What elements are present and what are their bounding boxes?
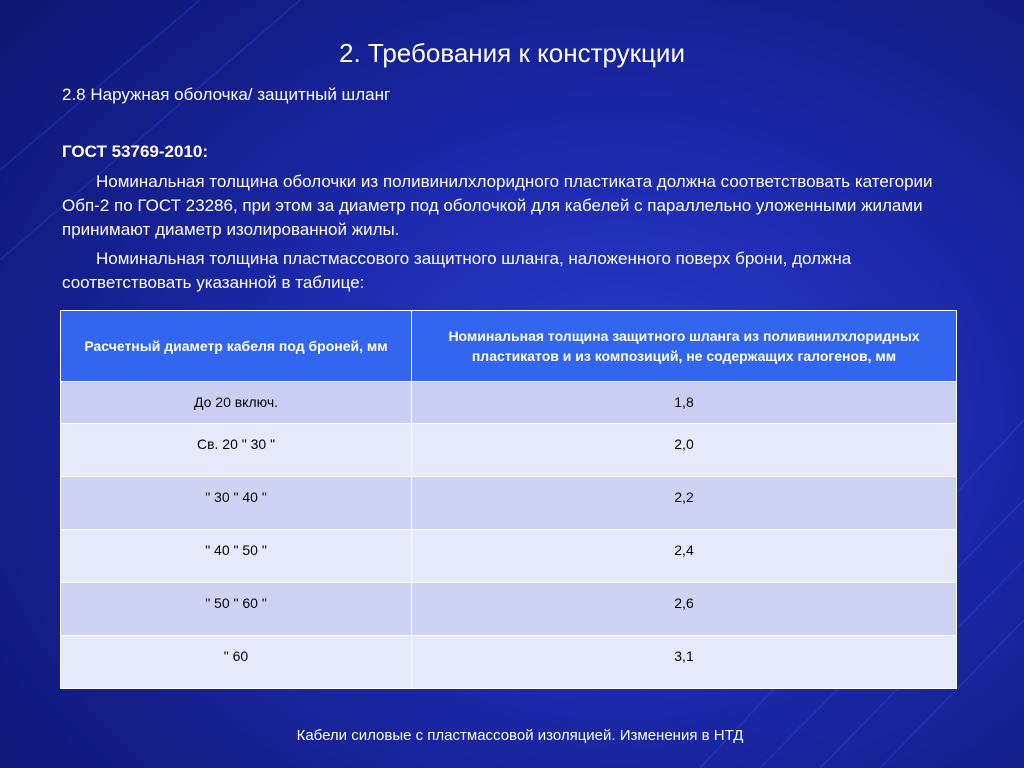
thickness-table	[60, 310, 957, 689]
thickness-cell: 2,6	[412, 583, 957, 636]
thickness-cell: 3,1	[412, 636, 957, 689]
slide-title: 2. Требования к конструкции	[339, 38, 685, 68]
thickness-cell: 2,0	[412, 424, 957, 477]
table-row	[61, 424, 957, 477]
diameter-cell: " 40 " 50 "	[61, 530, 412, 583]
diameter-cell: Св. 20 " 30 "	[61, 424, 412, 477]
thickness-cell: 2,2	[412, 477, 957, 530]
table-header-row	[61, 311, 957, 382]
table-row	[61, 477, 957, 530]
column-header-diameter: Расчетный диаметр кабеля под броней, мм	[61, 311, 412, 382]
table-row	[61, 583, 957, 636]
column-header-thickness: Номинальная толщина защитного шланга из поливинилхлоридных пластикатов и из композиций, не содержащих галогенов, мм	[412, 311, 957, 382]
diameter-cell: До 20 включ.	[61, 382, 412, 424]
table-row	[61, 382, 957, 424]
diameter-cell: " 60	[61, 636, 412, 689]
table-row	[61, 530, 957, 583]
table-row	[61, 636, 957, 689]
gost-heading: ГОСТ 53769-2010:	[62, 142, 209, 161]
diameter-cell: " 50 " 60 "	[61, 583, 412, 636]
section-subtitle: 2.8 Наружная оболочка/ защитный шланг	[62, 85, 391, 104]
thickness-cell: 1,8	[412, 382, 957, 424]
paragraph-sheath-thickness: Номинальная толщина оболочки из поливинилхлоридного пластиката должна соответствовать категории Обп-2 по ГОСТ 23286, при этом за диаметр под оболочкой для кабелей с параллельно уложенными жилами принимают диаметр изолированной жилы.	[62, 172, 933, 239]
slide-footer: Кабели силовые с пластмассовой изоляцией. Изменения в НТД	[296, 727, 744, 744]
diameter-cell: " 30 " 40 "	[61, 477, 412, 530]
thickness-cell: 2,4	[412, 530, 957, 583]
paragraph-hose-thickness: Номинальная толщина пластмассового защитного шланга, наложенного поверх брони, должна соответствовать указанной в таблице:	[62, 249, 852, 292]
